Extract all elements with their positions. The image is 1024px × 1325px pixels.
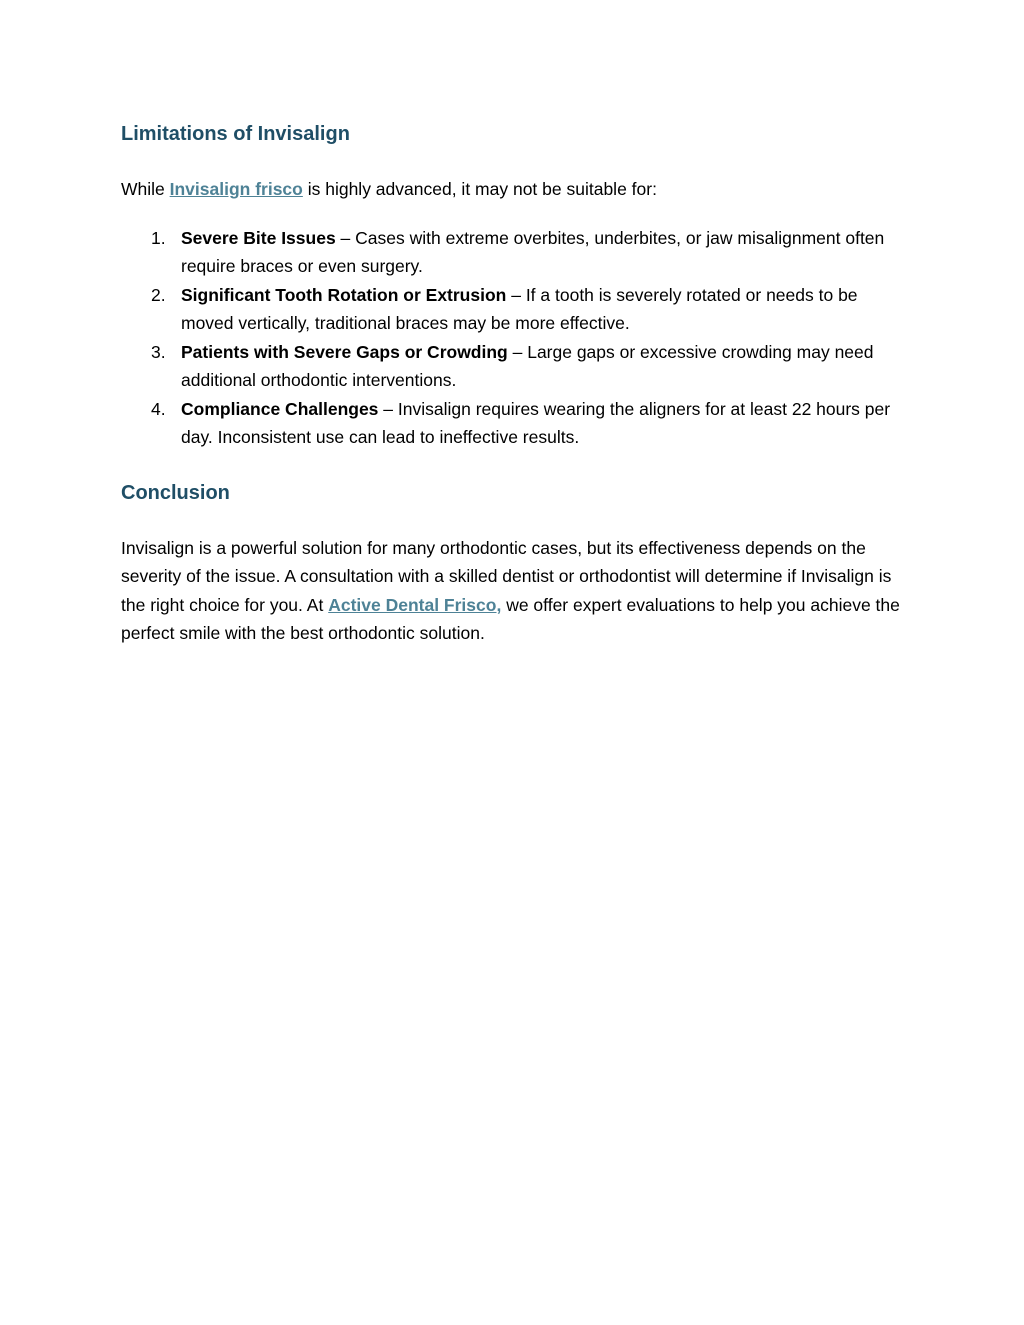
limitations-intro <box>121 175 911 204</box>
list-item-text: – Large gaps or excessive crowding may need additional orthodontic interventions. <box>181 341 874 390</box>
list-item-title: Compliance Challenges <box>181 398 379 419</box>
list-item-number: 2. <box>151 284 166 305</box>
list-item-number: 4. <box>151 398 166 419</box>
list-item-title: Significant Tooth Rotation or Extrusion <box>181 284 507 305</box>
list-item-title: Patients with Severe Gaps or Crowding <box>181 341 508 362</box>
list-item-text: – Cases with extreme overbites, underbites, or jaw misalignment often require braces or even surgery. <box>181 227 885 276</box>
list-item <box>151 281 911 338</box>
list-item-number: 3. <box>151 341 166 362</box>
list-item <box>151 338 911 395</box>
conclusion-text-before: Invisalign is a powerful solution for many orthodontic cases, but its effectiveness depends on the severity of the issue. A consultation with a skilled dentist or orthodontist will determine if Invisalign is the right choice for you. At <box>121 537 892 615</box>
list-item-text: – If a tooth is severely rotated or needs to be moved vertically, traditional braces may be more effective. <box>181 284 858 333</box>
list-item <box>151 224 911 281</box>
list-item-text: – Invisalign requires wearing the aligners for at least 22 hours per day. Inconsistent use can lead to ineffective results. <box>181 398 891 447</box>
conclusion-text-after: we offer expert evaluations to help you achieve the perfect smile with the best orthodontic solution. <box>121 594 900 643</box>
invisalign-frisco-link[interactable]: Invisalign frisco <box>169 179 303 199</box>
limitations-heading: Limitations of Invisalign <box>121 123 350 145</box>
intro-text-after: is highly advanced, it may not be suitable for: <box>302 179 657 199</box>
document-page <box>121 118 911 648</box>
conclusion-body <box>121 534 911 648</box>
list-item-title: Severe Bite Issues <box>181 227 336 248</box>
intro-text-before: While <box>121 179 170 199</box>
list-item <box>151 395 911 452</box>
list-item-number: 1. <box>151 227 166 248</box>
limitations-list <box>121 224 911 452</box>
conclusion-heading: Conclusion <box>121 481 230 504</box>
active-dental-frisco-link[interactable]: Active Dental Frisco, <box>328 594 502 615</box>
